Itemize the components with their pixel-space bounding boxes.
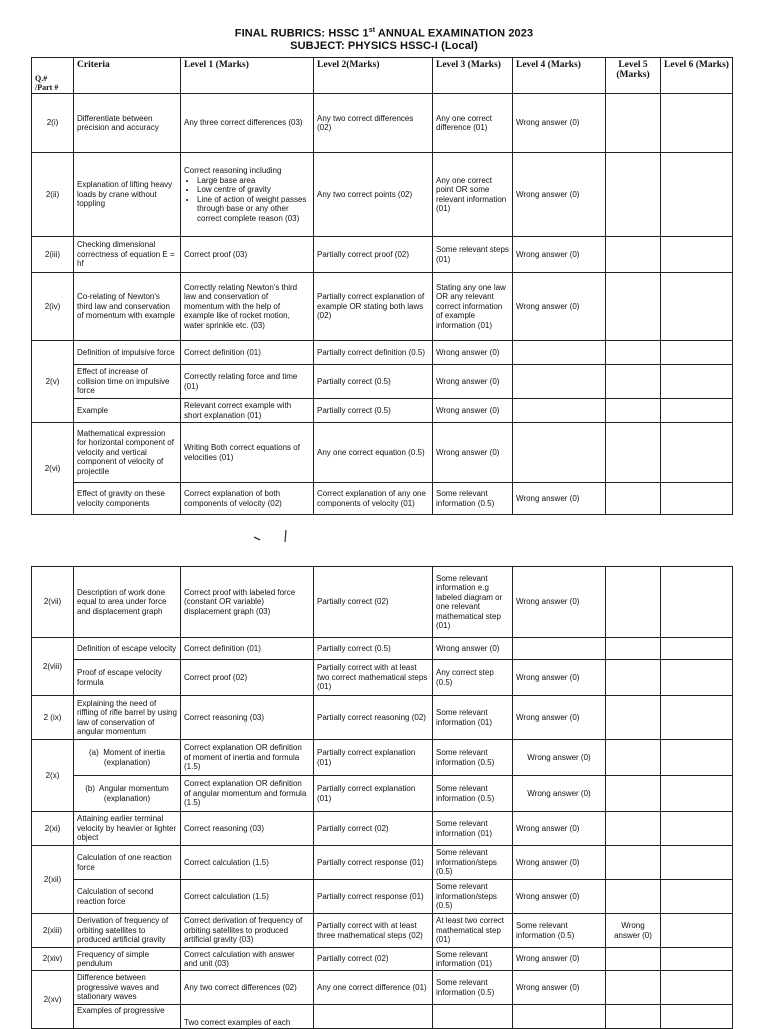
criteria-cell: Frequency of simple pendulum: [74, 948, 181, 971]
level6-cell: [661, 740, 733, 776]
q-number: 2(iv): [32, 273, 74, 341]
col-header-level4: Level 4 (Marks): [513, 58, 606, 94]
level6-cell: [661, 776, 733, 812]
criteria-cell: Calculation of second reaction force: [74, 880, 181, 914]
level3-cell: Some relevant information/steps (0.5): [433, 880, 513, 914]
list-item: • Line of action of weight passes through base or any other correct complete reason (03): [197, 195, 310, 224]
page-title: FINAL RUBRICS: HSSC 1st ANNUAL EXAMINATION 2023: [234, 27, 534, 40]
level4-cell: Wrong answer (0): [513, 94, 606, 153]
level4-cell: Wrong answer (0): [513, 740, 606, 776]
level6-cell: [661, 365, 733, 399]
level4-cell: Wrong answer (0): [513, 776, 606, 812]
col-header-criteria: Criteria: [74, 58, 181, 94]
level6-cell: [661, 237, 733, 273]
list-item: • Large base area: [197, 176, 310, 186]
level2-cell: Partially correct (02): [314, 812, 433, 846]
level4-cell: Wrong answer (0): [513, 273, 606, 341]
level4-cell: Wrong answer (0): [513, 696, 606, 740]
level1-cell: Correct explanation OR definition of angular momentum and formula (1.5): [181, 776, 314, 812]
level1-cell: Correct definition (01): [181, 638, 314, 660]
q-number: 2(xii): [32, 846, 74, 914]
q-number: 2(xi): [32, 812, 74, 846]
table-row: [32, 948, 733, 971]
table-row: [32, 341, 733, 365]
q-number: 2(vi): [32, 423, 74, 515]
level1-cell: Correct proof with labeled force (constant OR variable) displacement graph (03): [181, 567, 314, 638]
level5-cell: [606, 423, 661, 483]
level2-cell: Partially correct explanation of example OR stating both laws (02): [314, 273, 433, 341]
level3-cell: Wrong answer (0): [433, 638, 513, 660]
criteria-cell: Effect of increase of collision time on impulsive force: [74, 365, 181, 399]
table-row: [32, 237, 733, 273]
level1-cell: Correct proof (03): [181, 237, 314, 273]
level1-cell: Correctly relating Newton's third law and conservation of momentum with the help of example like of rocket motion, water sprinkle etc. (03): [181, 273, 314, 341]
level5-cell: [606, 365, 661, 399]
level2-cell: Partially correct (02): [314, 948, 433, 971]
level5-cell: [606, 812, 661, 846]
list-item: • Low centre of gravity: [197, 185, 310, 195]
level1-cell: Correct calculation with answer and unit (03): [181, 948, 314, 971]
level6-cell: [661, 399, 733, 423]
col-header-q: Q.# /Part #: [32, 58, 74, 94]
level2-cell: Partially correct (0.5): [314, 638, 433, 660]
level3-cell: Wrong answer (0): [433, 399, 513, 423]
level5-cell: [606, 740, 661, 776]
level3-cell: Some relevant information (01): [433, 948, 513, 971]
level6-cell: [661, 914, 733, 948]
sub-part-text: Moment of inertia (explanation): [103, 748, 166, 767]
table-row: [32, 483, 733, 515]
level3-cell: Some relevant information (0.5): [433, 776, 513, 812]
criteria-cell: Explanation of lifting heavy loads by crane without toppling: [74, 153, 181, 237]
sub-part-label: (b): [85, 784, 95, 793]
level4-cell: [513, 1005, 606, 1029]
level5-cell: [606, 1005, 661, 1029]
level1-cell: Correct calculation (1.5): [181, 880, 314, 914]
level3-cell: Some relevant steps (01): [433, 237, 513, 273]
rubric-table-2: [31, 566, 733, 1029]
level6-cell: [661, 638, 733, 660]
q-number: 2(xiv): [32, 948, 74, 971]
level1-cell: Correct explanation OR definition of moment of inertia and formula (1.5): [181, 740, 314, 776]
level2-cell: Partially correct explanation (01): [314, 776, 433, 812]
q-number: 2(xv): [32, 971, 74, 1029]
criteria-cell: Difference between progressive waves and stationary waves: [74, 971, 181, 1005]
level4-cell: [513, 638, 606, 660]
level4-cell: Wrong answer (0): [513, 880, 606, 914]
table-row: [32, 399, 733, 423]
q-number: 2(v): [32, 341, 74, 423]
table-row: [32, 971, 733, 1005]
level2-cell: Partially correct reasoning (02): [314, 696, 433, 740]
level6-cell: [661, 696, 733, 740]
col-header-level6: Level 6 (Marks): [661, 58, 733, 94]
table-row: [32, 1005, 733, 1029]
level3-cell: Any one correct difference (01): [433, 94, 513, 153]
level1-cell: Correct reasoning (03): [181, 812, 314, 846]
table-row: [32, 776, 733, 812]
level6-cell: [661, 423, 733, 483]
level5-cell: [606, 846, 661, 880]
level5-cell: [606, 971, 661, 1005]
level2-cell: Partially correct with at least two correct mathematical steps (01): [314, 660, 433, 696]
level4-cell: Wrong answer (0): [513, 237, 606, 273]
level1-cell: Writing Both correct equations of velocities (01): [181, 423, 314, 483]
level2-cell: Any one correct difference (01): [314, 971, 433, 1005]
level4-cell: Wrong answer (0): [513, 812, 606, 846]
level1-cell: Correctly relating force and time (01): [181, 365, 314, 399]
table-header-row: [32, 58, 733, 94]
q-number: 2(vii): [32, 567, 74, 638]
criteria-cell: Attaining earlier terminal velocity by heavier or lighter object: [74, 812, 181, 846]
level4-cell: Wrong answer (0): [513, 483, 606, 515]
level4-cell: Wrong answer (0): [513, 153, 606, 237]
criteria-cell: Definition of escape velocity: [74, 638, 181, 660]
level4-cell: [513, 423, 606, 483]
q-number: 2 (ix): [32, 696, 74, 740]
level2-cell: Partially correct proof (02): [314, 237, 433, 273]
level5-cell: [606, 638, 661, 660]
criteria-cell: Description of work done equal to area under force and displacement graph: [74, 567, 181, 638]
level3-cell: Wrong answer (0): [433, 423, 513, 483]
criteria-cell: Co-relating of Newton's third law and conservation of momentum with example: [74, 273, 181, 341]
criteria-cell: [74, 776, 181, 812]
level6-cell: [661, 812, 733, 846]
level4-cell: Some relevant information (0.5): [513, 914, 606, 948]
level6-cell: [661, 846, 733, 880]
q-number: 2(viii): [32, 638, 74, 696]
level6-cell: [661, 660, 733, 696]
col-header-level2: Level 2(Marks): [314, 58, 433, 94]
level6-cell: [661, 94, 733, 153]
level4-cell: [513, 399, 606, 423]
table-row: [32, 812, 733, 846]
table-row: [32, 914, 733, 948]
level2-cell: Partially correct explanation (01): [314, 740, 433, 776]
level2-cell: Partially correct (0.5): [314, 399, 433, 423]
level4-cell: Wrong answer (0): [513, 846, 606, 880]
col-header-level1: Level 1 (Marks): [181, 58, 314, 94]
q-number: 2(i): [32, 94, 74, 153]
level1-cell: Correct derivation of frequency of orbiting satellites to produced artificial gravity (03): [181, 914, 314, 948]
level3-cell: Any one correct point OR some relevant information (01): [433, 153, 513, 237]
criteria-cell: Example: [74, 399, 181, 423]
level2-cell: Any one correct equation (0.5): [314, 423, 433, 483]
level2-cell: Partially correct response (01): [314, 846, 433, 880]
level3-cell: At least two correct mathematical step (01): [433, 914, 513, 948]
rubric-table-1: [31, 57, 733, 515]
level3-cell: [433, 1005, 513, 1029]
level2-cell: Partially correct (02): [314, 567, 433, 638]
level4-cell: [513, 365, 606, 399]
table-row: [32, 153, 733, 237]
level1-cell: Any three correct differences (03): [181, 94, 314, 153]
level4-cell: Wrong answer (0): [513, 948, 606, 971]
criteria-cell: Definition of impulsive force: [74, 341, 181, 365]
level1-cell: [181, 153, 314, 237]
q-number: 2(iii): [32, 237, 74, 273]
table-row: [32, 423, 733, 483]
criteria-cell: Effect of gravity on these velocity components: [74, 483, 181, 515]
level5-cell: Wrong answer (0): [606, 914, 661, 948]
level3-cell: Some relevant information (0.5): [433, 483, 513, 515]
criteria-cell: Proof of escape velocity formula: [74, 660, 181, 696]
criteria-cell: [74, 740, 181, 776]
level2-cell: Correct explanation of any one components of velocity (01): [314, 483, 433, 515]
level6-cell: [661, 153, 733, 237]
level2-cell: Partially correct definition (0.5): [314, 341, 433, 365]
sub-part-text: Angular momentum (explanation): [98, 784, 169, 803]
level2-cell: Partially correct (0.5): [314, 365, 433, 399]
level5-cell: [606, 696, 661, 740]
level6-cell: [661, 341, 733, 365]
table-row: [32, 273, 733, 341]
col-header-level5: Level 5 (Marks): [606, 58, 661, 94]
table-row: [32, 740, 733, 776]
level6-cell: [661, 483, 733, 515]
level5-cell: [606, 273, 661, 341]
level3-cell: Wrong answer (0): [433, 341, 513, 365]
criteria-cell: Calculation of one reaction force: [74, 846, 181, 880]
level3-cell: Wrong answer (0): [433, 365, 513, 399]
criteria-cell: Checking dimensional correctness of equation E = hf: [74, 237, 181, 273]
level6-cell: [661, 971, 733, 1005]
table-row: [32, 94, 733, 153]
level2-cell: Any two correct differences (02): [314, 94, 433, 153]
level4-cell: [513, 341, 606, 365]
level1-cell: Correct proof (02): [181, 660, 314, 696]
criteria-cell: Differentiate between precision and accuracy: [74, 94, 181, 153]
table-row: [32, 846, 733, 880]
page-subject: SUBJECT: PHYSICS HSSC-I (Local): [290, 40, 478, 52]
level3-cell: Some relevant information (01): [433, 696, 513, 740]
level1-intro: Correct reasoning including: [184, 166, 282, 175]
level3-cell: Any correct step (0.5): [433, 660, 513, 696]
level5-cell: [606, 237, 661, 273]
level2-cell: Any two correct points (02): [314, 153, 433, 237]
level1-cell: Two correct examples of each: [181, 1005, 314, 1029]
level1-cell: Correct definition (01): [181, 341, 314, 365]
level3-cell: Some relevant information (0.5): [433, 971, 513, 1005]
level5-cell: [606, 567, 661, 638]
level5-cell: [606, 399, 661, 423]
level6-cell: [661, 948, 733, 971]
level2-cell: Partially correct with at least three mathematical steps (02): [314, 914, 433, 948]
level2-cell: [314, 1005, 433, 1029]
bullet-list: [184, 176, 310, 224]
level6-cell: [661, 880, 733, 914]
level3-cell: Stating any one law OR any relevant correct information of example information (01): [433, 273, 513, 341]
level4-cell: Wrong answer (0): [513, 567, 606, 638]
sub-part-label: (a): [88, 748, 99, 757]
level4-cell: Wrong answer (0): [513, 660, 606, 696]
criteria-cell: Examples of progressive: [74, 1005, 181, 1029]
level5-cell: [606, 94, 661, 153]
table-row: [32, 660, 733, 696]
table-row: [32, 880, 733, 914]
level1-cell: Correct reasoning (03): [181, 696, 314, 740]
level3-cell: Some relevant information (0.5): [433, 740, 513, 776]
criteria-cell: Explaining the need of riffling of rifle barrel by using law of conservation of angular momentum: [74, 696, 181, 740]
level1-cell: Relevant correct example with short explanation (01): [181, 399, 314, 423]
criteria-cell: Derivation of frequency of orbiting satellites to produced artificial gravity: [74, 914, 181, 948]
table-row: [32, 567, 733, 638]
level6-cell: [661, 567, 733, 638]
stray-pen-mark: [248, 527, 298, 547]
q-number: 2(x): [32, 740, 74, 812]
level5-cell: [606, 776, 661, 812]
level5-cell: [606, 341, 661, 365]
level5-cell: [606, 948, 661, 971]
level2-cell: Partially correct response (01): [314, 880, 433, 914]
level1-cell: Any two correct differences (02): [181, 971, 314, 1005]
level4-cell: Wrong answer (0): [513, 971, 606, 1005]
col-header-level3: Level 3 (Marks): [433, 58, 513, 94]
table-row: [32, 365, 733, 399]
level3-cell: Some relevant information (01): [433, 812, 513, 846]
level5-cell: [606, 483, 661, 515]
level3-cell: Some relevant information e.g labeled diagram or one relevant mathematical step (01): [433, 567, 513, 638]
level3-cell: Some relevant information/steps (0.5): [433, 846, 513, 880]
level5-cell: [606, 880, 661, 914]
level5-cell: [606, 153, 661, 237]
level5-cell: [606, 660, 661, 696]
criteria-cell: Mathematical expression for horizontal component of velocity and vertical component of velocity of projectile: [74, 423, 181, 483]
q-number: 2(xiii): [32, 914, 74, 948]
level6-cell: [661, 273, 733, 341]
level6-cell: [661, 1005, 733, 1029]
level1-cell: Correct calculation (1.5): [181, 846, 314, 880]
level1-cell: Correct explanation of both components of velocity (02): [181, 483, 314, 515]
q-number: 2(ii): [32, 153, 74, 237]
table-row: [32, 696, 733, 740]
table-row: [32, 638, 733, 660]
